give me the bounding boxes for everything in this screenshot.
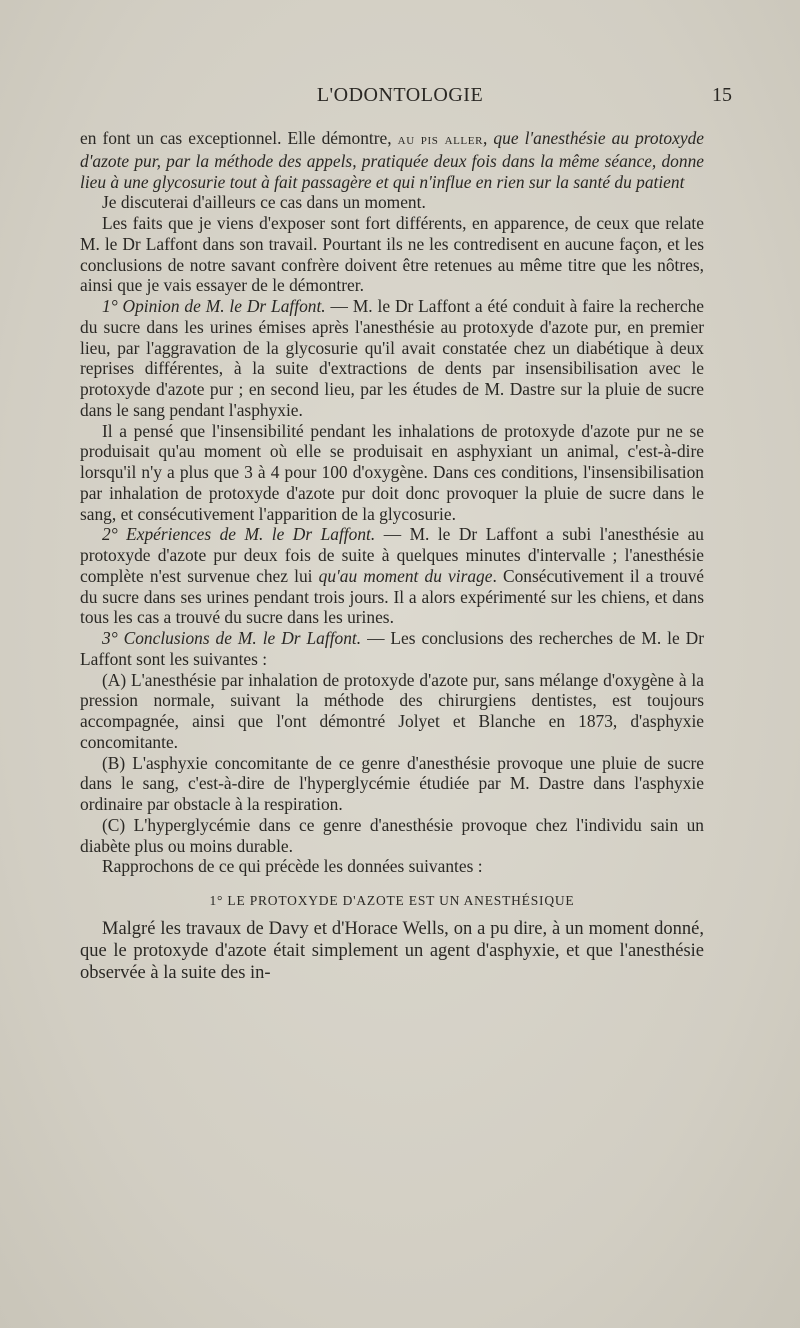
body-text	[80, 128, 704, 984]
italic-subheading: 2° Expériences de M. le Dr Laffont.	[102, 524, 376, 545]
section-heading: 1° LE PROTOXYDE D'AZOTE EST UN ANESTHÉSIQUE	[209, 893, 575, 908]
text-run: ,	[483, 128, 494, 148]
paragraph: (C) L'hyperglycémie dans ce genre d'anesthésie provoque chez l'individu sain un diabète plus ou moins durable.	[80, 814, 704, 856]
page-number: 15	[712, 84, 732, 106]
running-title: L'ODONTOLOGIE	[316, 84, 484, 106]
paragraph: (A) L'anesthésie par inhalation de protoxyde d'azote pur, sans mélange d'oxygène à la pression normale, suivant la méthode des chirurgiens dentistes, est toujours accompagnée, ainsi que l'ont démontré Jolyet et Blanche en 1873, d'asphyxie concomitante.	[80, 669, 704, 752]
paragraph	[80, 524, 704, 628]
text-run: — Les conclusions des recherches de M. le Dr Laffont sont les suivantes :	[80, 628, 704, 669]
paragraph: (B) L'asphyxie concomitante de ce genre d'anesthésie provoque une pluie de sucre dans le sang, c'est-à-dire de l'hyperglycémie étudiée par M. Dastre dans l'asphyxie ordinaire par obstacle à la respiration.	[80, 752, 704, 814]
paragraph: Rapprochons de ce qui précède les données suivantes :	[102, 856, 483, 877]
paragraph	[80, 628, 704, 670]
italic-text: que l'anesthésie au protoxyde d'azote pur, par la méthode des appels, pratiquée deux fois dans la même séance, donne lieu à une glycosurie tout à fait passagère et qui n'influe en rien sur la santé du patient	[80, 128, 704, 192]
paragraph: Les faits que je viens d'exposer sont fort différents, en apparence, de ceux que relate M. le Dr Laffont dans son travail. Pourtant ils ne les contredisent en aucune façon, et les conclusions de notre savant confrère doivent être retenues au même titre que les nôtres, ainsi que je vais essayer de le démontrer.	[80, 213, 704, 296]
italic-text: qu'au moment du virage	[318, 565, 493, 586]
page-header	[80, 84, 732, 114]
paragraph: Il a pensé que l'insensibilité pendant les inhalations de protoxyde d'azote pur ne se produisait qu'au moment où elle se produisait en asphyxiant un animal, c'est-à-dire lorsqu'il n'y a plus que 3 à 4 pour 100 d'oxygène. Dans ces conditions, l'insensibilisation par inhalation de protoxyde d'azote pur doit donc provoquer la pluie de sucre dans le sang, et consécutivement l'apparition de la glycosurie.	[80, 420, 704, 524]
italic-subheading: 3° Conclusions de M. le Dr Laffont.	[102, 628, 362, 648]
text-run: — M. le Dr Laffont a subi l'anesthésie au protoxyde d'azote pur deux fois de suite à quelques minutes d'intervalle ; l'anesthésie complète n'est survenue chez lui	[80, 524, 704, 586]
text-run: . Consécutivement il a trouvé du sucre dans ses urines pendant trois jours. Il a alors expérimenté sur les chiens, et dans tous les cas a trouvé du sucre dans les urines.	[80, 565, 704, 628]
text-run: en font un cas exceptionnel. Elle démontre,	[80, 128, 398, 148]
paragraph: Je discuterai d'ailleurs ce cas dans un moment.	[102, 192, 426, 213]
italic-subheading: 1° Opinion de M. le Dr Laffont.	[102, 296, 326, 316]
paragraph	[80, 296, 704, 421]
paragraph	[80, 128, 704, 192]
paragraph: Malgré les travaux de Davy et d'Horace Wells, on a pu dire, à un moment donné, que le protoxyde d'azote était simplement un agent d'asphyxie, et que l'anesthésie observée à la suite des in-	[80, 918, 704, 983]
text-run: — M. le Dr Laffont a été conduit à faire la recherche du sucre dans les urines émises après l'anesthésie au protoxyde d'azote pur, en premier lieu, par l'aggravation de la glycosurie qu'il avait constatée chez un diabétique à deux reprises différentes, à la suite d'extractions de dents par insensibilisation avec le protoxyde d'azote pur ; en second lieu, par les études de M. Dastre sur la pluie de sucre dans le sang pendant l'asphyxie.	[80, 296, 705, 420]
small-caps-text: au pis aller	[397, 132, 484, 148]
